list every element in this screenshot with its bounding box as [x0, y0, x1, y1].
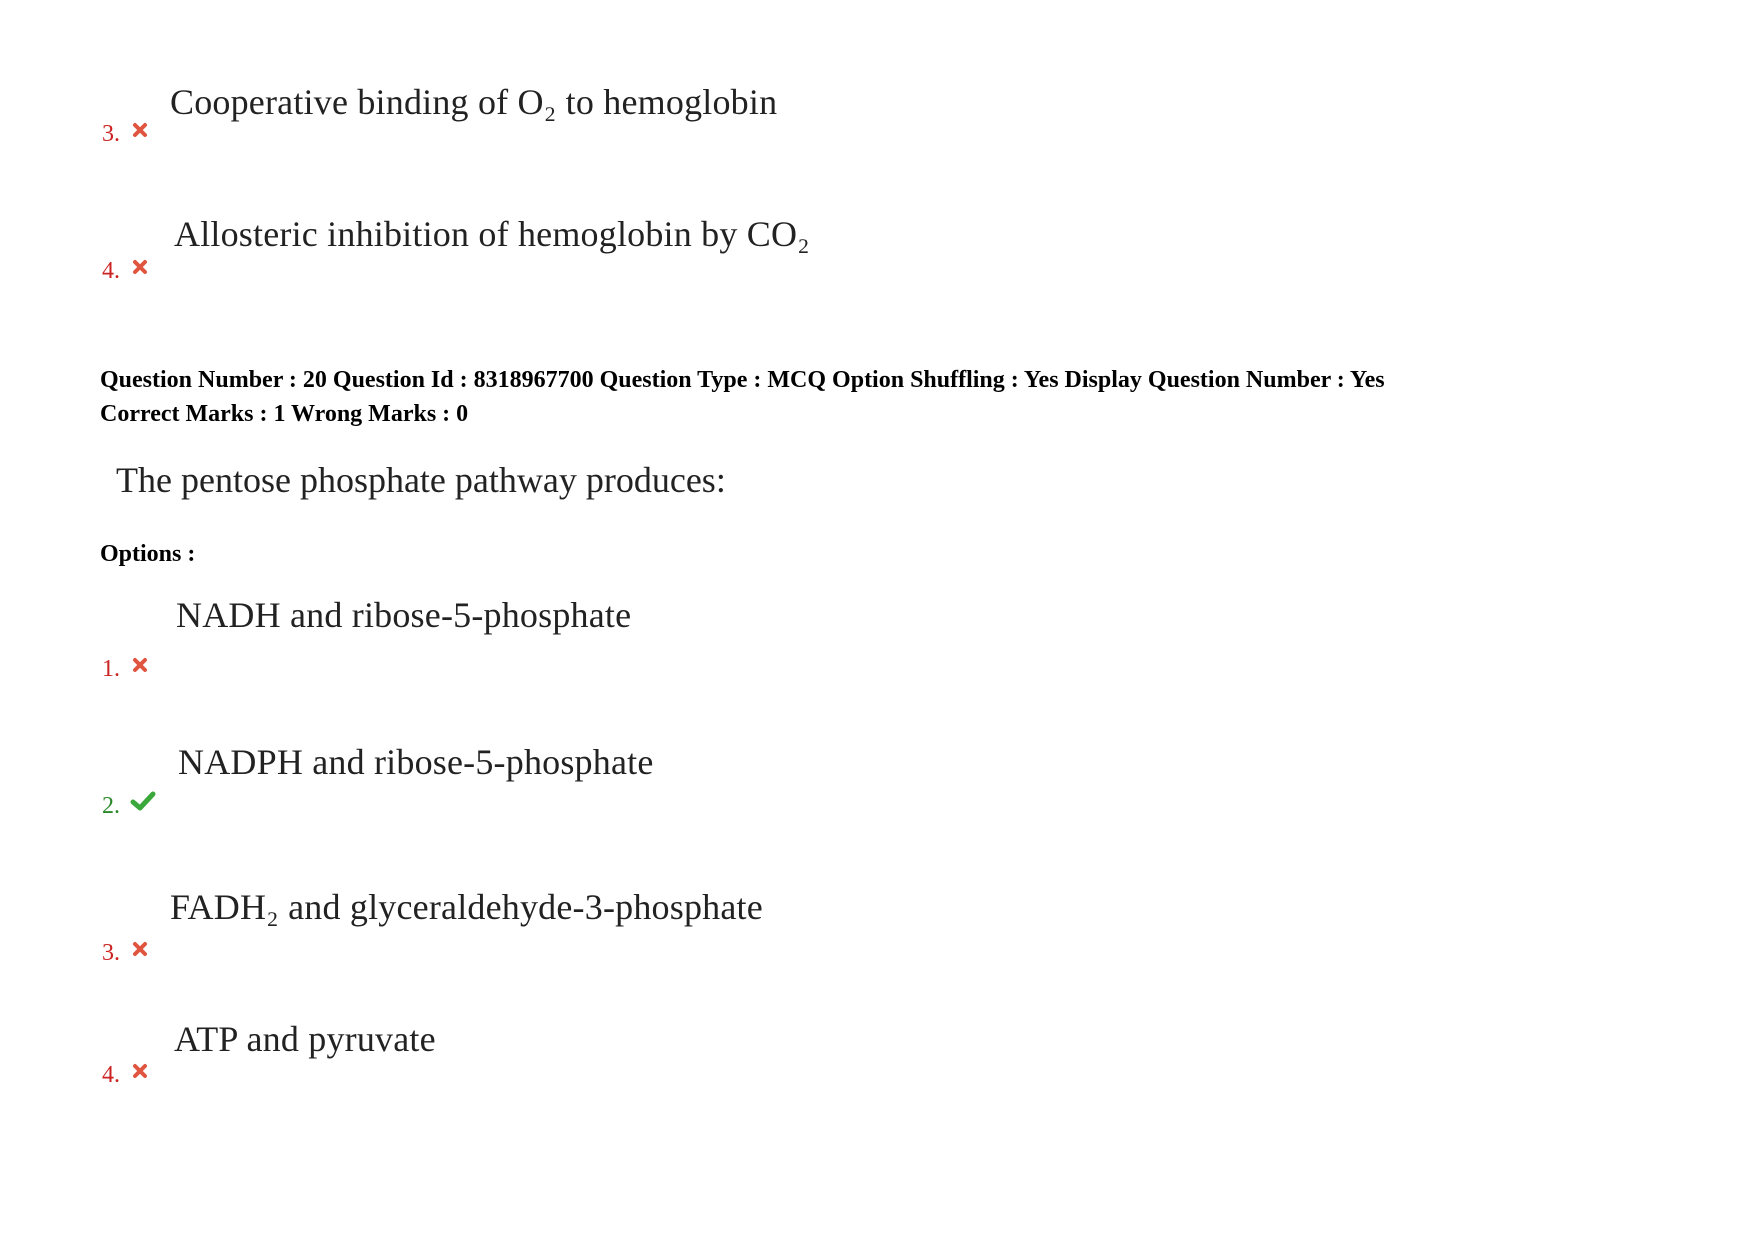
cross-icon [132, 122, 148, 143]
option-4-number: 4. [102, 1062, 120, 1088]
question-meta-line2: Correct Marks : 1 Wrong Marks : 0 [100, 401, 469, 427]
option-2-number: 2. [102, 793, 120, 819]
option-3-number: 3. [102, 940, 120, 966]
option-4-text: ATP and pyruvate [174, 1019, 436, 1059]
prev-option-3-number: 3. [102, 121, 120, 147]
prev-option-4-text: Allosteric inhibition of hemoglobin by CO₂ [174, 214, 810, 254]
option-2 [102, 794, 156, 818]
cross-icon [132, 1063, 148, 1084]
option-4 [102, 1063, 148, 1087]
options-label: Options : [100, 541, 196, 567]
question-meta [100, 363, 1385, 431]
prev-option-3 [102, 122, 148, 146]
prev-option-4 [102, 259, 148, 283]
cross-icon [132, 259, 148, 280]
check-icon [130, 790, 156, 817]
cross-icon [132, 941, 148, 962]
option-1-number: 1. [102, 656, 120, 682]
option-3-text: FADH₂ and glyceraldehyde-3-phosphate [170, 887, 763, 927]
question-text: The pentose phosphate pathway produces: [116, 460, 726, 500]
prev-option-3-text: Cooperative binding of O₂ to hemoglobin [170, 82, 778, 122]
option-3 [102, 941, 148, 965]
option-2-text: NADPH and ribose-5-phosphate [178, 742, 654, 782]
prev-option-4-number: 4. [102, 258, 120, 284]
cross-icon [132, 657, 148, 678]
option-1-text: NADH and ribose-5-phosphate [176, 595, 632, 635]
option-1 [102, 657, 148, 681]
question-meta-line1: Question Number : 20 Question Id : 8318967700 Question Type : MCQ Option Shuffling : Yes Display Question Number : Yes [100, 367, 1385, 393]
